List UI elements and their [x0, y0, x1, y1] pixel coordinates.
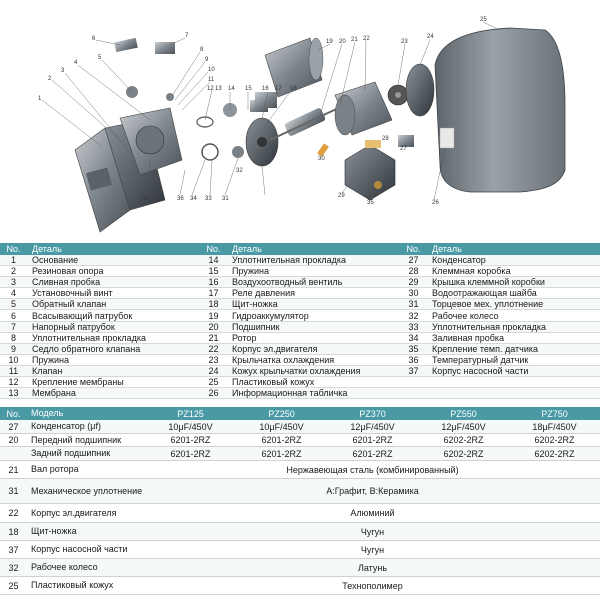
callout-8: 8	[200, 47, 204, 53]
part-number: 29	[408, 277, 419, 288]
part-number: 6	[10, 310, 16, 321]
part-number: 2	[10, 266, 16, 277]
part-name: Крепление темп. датчика	[432, 343, 539, 354]
callout-29: 29	[338, 193, 345, 199]
spec-parameter: Корпус эл.двигателя	[31, 507, 117, 518]
parts-row	[0, 355, 600, 366]
spec-body	[0, 420, 600, 595]
parts-cell-group	[400, 311, 600, 321]
callout-18: 18	[290, 86, 297, 92]
part-number: 7	[10, 321, 16, 332]
callout-21: 21	[351, 37, 358, 43]
callout-31: 31	[222, 196, 229, 202]
spec-parameter: Передний подшипник	[31, 434, 122, 445]
spec-header-model: Модель	[31, 408, 64, 418]
header-no: No.	[6, 244, 21, 254]
callout-37: 37	[143, 196, 150, 202]
part-number: 10	[8, 354, 19, 365]
part-number: 37	[408, 365, 419, 376]
parts-cell-group	[0, 255, 200, 265]
model-pz250: PZ250	[268, 408, 295, 419]
parts-cell-group	[0, 388, 200, 398]
part-name: Корпус насосной части	[432, 365, 529, 376]
part-name: Гидроаккумулятор	[232, 310, 309, 321]
pump-housing	[75, 108, 182, 232]
header-no: No.	[206, 244, 221, 254]
parts-cell-group	[200, 277, 400, 287]
exploded-view-svg	[0, 0, 600, 243]
part-name: Уплотнительная прокладка	[232, 255, 347, 266]
part-name: Крышка клеммной коробки	[432, 277, 545, 288]
spec-value: 6201-2RZ	[352, 435, 393, 445]
spec-parameter: Механическое уплотнение	[31, 485, 143, 496]
spec-value: 6201-2RZ	[170, 448, 211, 459]
callout-10: 10	[208, 67, 215, 73]
parts-cell-group	[0, 333, 200, 343]
part-number: 5	[10, 299, 16, 310]
spec-value: 6202-2RZ	[534, 435, 575, 445]
part-name: Крыльчатка охлаждения	[232, 354, 335, 365]
spec-value: 6201-2RZ	[261, 435, 302, 445]
spec-parameter: Задний подшипник	[31, 448, 111, 458]
spec-row	[0, 504, 600, 523]
spec-value: 6201-2RZ	[170, 435, 211, 445]
spec-value: 18μF/450V	[532, 421, 577, 432]
spec-header	[0, 407, 600, 420]
callout-35: 35	[367, 200, 374, 206]
parts-cell-group	[0, 288, 200, 298]
part-number: 25	[208, 377, 219, 388]
parts-row	[0, 388, 600, 399]
part-name: Пружина	[232, 266, 269, 277]
parts-row	[0, 322, 600, 333]
callout-6: 6	[92, 36, 96, 42]
part-number: 24	[208, 365, 219, 376]
parts-list-header	[0, 243, 600, 255]
parts-row	[0, 310, 600, 321]
part-number: 19	[208, 310, 219, 321]
parts-list-table	[0, 243, 600, 404]
parts-cell-group	[200, 366, 400, 376]
spec-value: 10μF/450V	[168, 421, 213, 432]
parts-cell-group	[0, 322, 200, 332]
spec-part-number: 37	[8, 544, 19, 555]
callout-1: 1	[38, 96, 42, 102]
spec-part-number: 25	[8, 580, 19, 591]
spec-parameter: Рабочее колесо	[31, 562, 98, 572]
part-name: Мембрана	[32, 388, 76, 399]
callout-27: 27	[400, 146, 407, 152]
spec-row	[0, 479, 600, 504]
parts-cell-group	[400, 255, 600, 265]
spec-value: 12μF/450V	[441, 421, 486, 432]
parts-cell-group	[200, 333, 400, 343]
model-pz125: PZ125	[177, 408, 204, 419]
spec-row	[0, 541, 600, 559]
part-name: Уплотнительная прокладка	[432, 321, 547, 332]
parts-cell-group	[200, 355, 400, 365]
parts-cell-group	[200, 311, 400, 321]
part-name: Клеммная коробка	[432, 266, 511, 277]
model-pz750: PZ750	[541, 408, 568, 419]
part-name: Реле давления	[232, 288, 296, 299]
part-name: Обратный клапан	[32, 299, 107, 310]
spec-parameter: Пластиковый кожух	[31, 580, 114, 590]
spec-row	[0, 577, 600, 595]
callout-24: 24	[427, 34, 434, 40]
parts-cell-group	[0, 366, 200, 376]
parts-cell-group	[400, 277, 600, 287]
callout-2: 2	[48, 76, 52, 82]
part-number: 35	[408, 343, 419, 354]
spec-value: 6201-2RZ	[261, 448, 302, 459]
parts-cell-group	[400, 344, 600, 354]
parts-row	[0, 288, 600, 299]
spec-row	[0, 447, 600, 461]
spec-part-number: 22	[8, 508, 19, 518]
part-number: 3	[10, 277, 16, 288]
parts-cell-group	[400, 355, 600, 365]
spec-value: 6202-2RZ	[534, 448, 575, 459]
part-name: Пластиковый кожух	[232, 377, 315, 388]
parts-list-body	[0, 255, 600, 399]
parts-cell-group	[200, 299, 400, 309]
part-number: 1	[10, 255, 16, 266]
callout-20: 20	[339, 39, 346, 45]
callout-25: 25	[480, 17, 487, 23]
part-name: Торцевое мех. уплотнение	[432, 299, 544, 310]
parts-row	[0, 277, 600, 288]
part-name: Ротор	[232, 332, 257, 343]
part-number: 30	[408, 288, 419, 299]
cooling-fan	[388, 64, 434, 116]
spec-parameter: Вал ротора	[31, 464, 79, 474]
parts-cell-group	[0, 299, 200, 309]
callout-15: 15	[245, 86, 252, 92]
parts-row	[0, 266, 600, 277]
part-number: 17	[208, 288, 219, 299]
parts-cell-group	[0, 344, 200, 354]
spec-parameter: Щит-ножка	[31, 526, 77, 536]
part-number: 20	[208, 321, 219, 332]
callout-12: 12	[207, 86, 214, 92]
header-part: Деталь	[232, 244, 262, 254]
part-name: Клапан	[32, 365, 63, 376]
parts-row	[0, 377, 600, 388]
parts-cell-group	[400, 333, 600, 343]
parts-cell-group	[400, 322, 600, 332]
parts-cell-group	[400, 288, 600, 298]
part-number: 15	[208, 266, 219, 277]
parts-cell-group	[0, 311, 200, 321]
parts-cell-group	[400, 299, 600, 309]
spec-table	[0, 407, 600, 600]
spec-part-number: 21	[8, 464, 19, 475]
part-name: Корпус эл.двигателя	[232, 343, 318, 354]
part-name: Крепление мембраны	[32, 377, 124, 388]
parts-cell-group	[0, 355, 200, 365]
parts-cell-group	[200, 388, 400, 398]
parts-cell-group	[0, 277, 200, 287]
part-name: Установочный винт	[32, 288, 113, 299]
spec-material: Технополимер	[342, 580, 403, 591]
callout-36: 36	[177, 196, 184, 202]
parts-row	[0, 299, 600, 310]
spec-part-number: 32	[8, 562, 19, 573]
motor-shield	[246, 118, 278, 166]
spec-row	[0, 523, 600, 541]
part-name: Седло обратного клапана	[32, 343, 141, 354]
plastic-cover	[435, 28, 565, 192]
part-name: Сливная пробка	[32, 277, 101, 288]
part-name: Всасывающий патрубок	[32, 310, 133, 321]
parts-row	[0, 255, 600, 266]
part-name: Воздухоотводный вентиль	[232, 277, 343, 288]
callout-22: 22	[363, 36, 370, 42]
spec-value: 6201-2RZ	[352, 448, 393, 459]
callout-34: 34	[190, 196, 197, 202]
part-number: 21	[208, 332, 219, 343]
spec-row	[0, 559, 600, 577]
part-number: 16	[208, 277, 219, 288]
part-number: 14	[208, 255, 219, 266]
spec-value: 10μF/450V	[259, 421, 304, 432]
callout-32: 32	[236, 168, 243, 174]
part-number: 26	[208, 388, 219, 399]
callout-17: 17	[275, 86, 282, 92]
parts-cell-group	[0, 266, 200, 276]
parts-cell-group	[200, 322, 400, 332]
spec-value: 12μF/450V	[350, 421, 395, 432]
part-number: 9	[10, 343, 16, 354]
spec-parameter: Конденсатор (μf)	[31, 421, 101, 431]
callout-23: 23	[401, 39, 408, 45]
parts-cell-group	[400, 366, 600, 376]
parts-row	[0, 366, 600, 377]
spec-part-number: 31	[8, 486, 19, 496]
spec-material: Латунь	[357, 562, 388, 573]
part-number: 13	[8, 388, 19, 399]
spec-material: Чугун	[360, 544, 385, 555]
part-number: 23	[208, 354, 219, 365]
part-number: 4	[10, 288, 16, 299]
spec-material: Алюминий	[350, 508, 395, 518]
header-no: No.	[406, 244, 421, 254]
part-number: 36	[408, 354, 419, 365]
callout-3: 3	[61, 68, 65, 74]
parts-cell-group	[0, 377, 200, 387]
callout-5: 5	[98, 55, 102, 61]
model-pz550: PZ550	[450, 408, 477, 419]
callout-9: 9	[205, 57, 209, 63]
part-name: Основание	[32, 255, 79, 266]
part-number: 31	[408, 299, 419, 310]
part-name: Пружина	[32, 354, 69, 365]
part-number: 22	[208, 343, 219, 354]
exploded-diagram	[0, 0, 600, 243]
part-number: 8	[10, 332, 16, 343]
callout-7: 7	[185, 33, 189, 39]
spec-material: А:Графит, В:Керамика	[326, 486, 419, 496]
spec-part-number: 27	[8, 421, 19, 432]
callout-30: 30	[318, 156, 325, 162]
terminal-box	[345, 135, 414, 200]
part-number: 18	[208, 299, 219, 310]
part-name: Конденсатор	[432, 255, 486, 266]
parts-row	[0, 333, 600, 344]
part-number: 32	[408, 310, 419, 321]
spec-value: 6202-2RZ	[443, 448, 484, 459]
callout-13: 13	[215, 86, 222, 92]
parts-cell-group	[200, 288, 400, 298]
spec-part-number: 18	[8, 526, 19, 537]
parts-cell-group	[400, 266, 600, 276]
spec-material: Нержавеющая сталь (комбинированный)	[286, 464, 459, 475]
callout-26: 26	[432, 200, 439, 206]
part-name: Уплотнительная прокладка	[32, 332, 147, 343]
callout-4: 4	[74, 60, 78, 66]
part-number: 33	[408, 321, 419, 332]
part-name: Информационная табличка	[232, 388, 348, 399]
parts-cell-group	[200, 377, 400, 387]
callout-16: 16	[262, 86, 269, 92]
parts-cell-group	[200, 266, 400, 276]
rotor	[270, 105, 345, 157]
part-name: Напорный патрубок	[32, 321, 115, 332]
spec-header-no: No.	[6, 408, 21, 419]
spec-value: 6202-2RZ	[443, 435, 484, 445]
parts-cell-group	[200, 255, 400, 265]
part-number: 28	[408, 266, 419, 277]
part-name: Рабочее колесо	[432, 310, 499, 321]
spec-parameter: Корпус насосной части	[31, 544, 128, 554]
part-name: Водоотражающая шайба	[432, 288, 537, 299]
part-name: Кожух крыльчатки охлаждения	[232, 365, 361, 376]
part-name: Подшипник	[232, 321, 280, 332]
parts-cell-group	[200, 344, 400, 354]
part-name: Температурный датчик	[432, 354, 529, 365]
callout-28: 28	[382, 136, 389, 142]
callout-14: 14	[228, 86, 235, 92]
parts-row	[0, 344, 600, 355]
part-number: 12	[8, 377, 19, 388]
model-pz370: PZ370	[359, 408, 386, 419]
spec-material: Чугун	[360, 526, 385, 537]
part-number: 34	[408, 332, 419, 343]
header-part: Деталь	[32, 244, 62, 254]
part-name: Заливная пробка	[432, 332, 505, 343]
header-part: Деталь	[432, 244, 462, 254]
spec-part-number: 20	[8, 435, 19, 445]
part-number: 11	[8, 365, 19, 376]
part-name: Щит-ножка	[232, 299, 278, 310]
spec-row	[0, 461, 600, 479]
callout-11: 11	[208, 77, 215, 83]
part-number: 27	[408, 255, 419, 266]
part-name: Резиновая опора	[32, 266, 104, 277]
spec-row	[0, 420, 600, 434]
callout-19: 19	[326, 39, 333, 45]
spec-row	[0, 434, 600, 447]
callout-33: 33	[205, 196, 212, 202]
